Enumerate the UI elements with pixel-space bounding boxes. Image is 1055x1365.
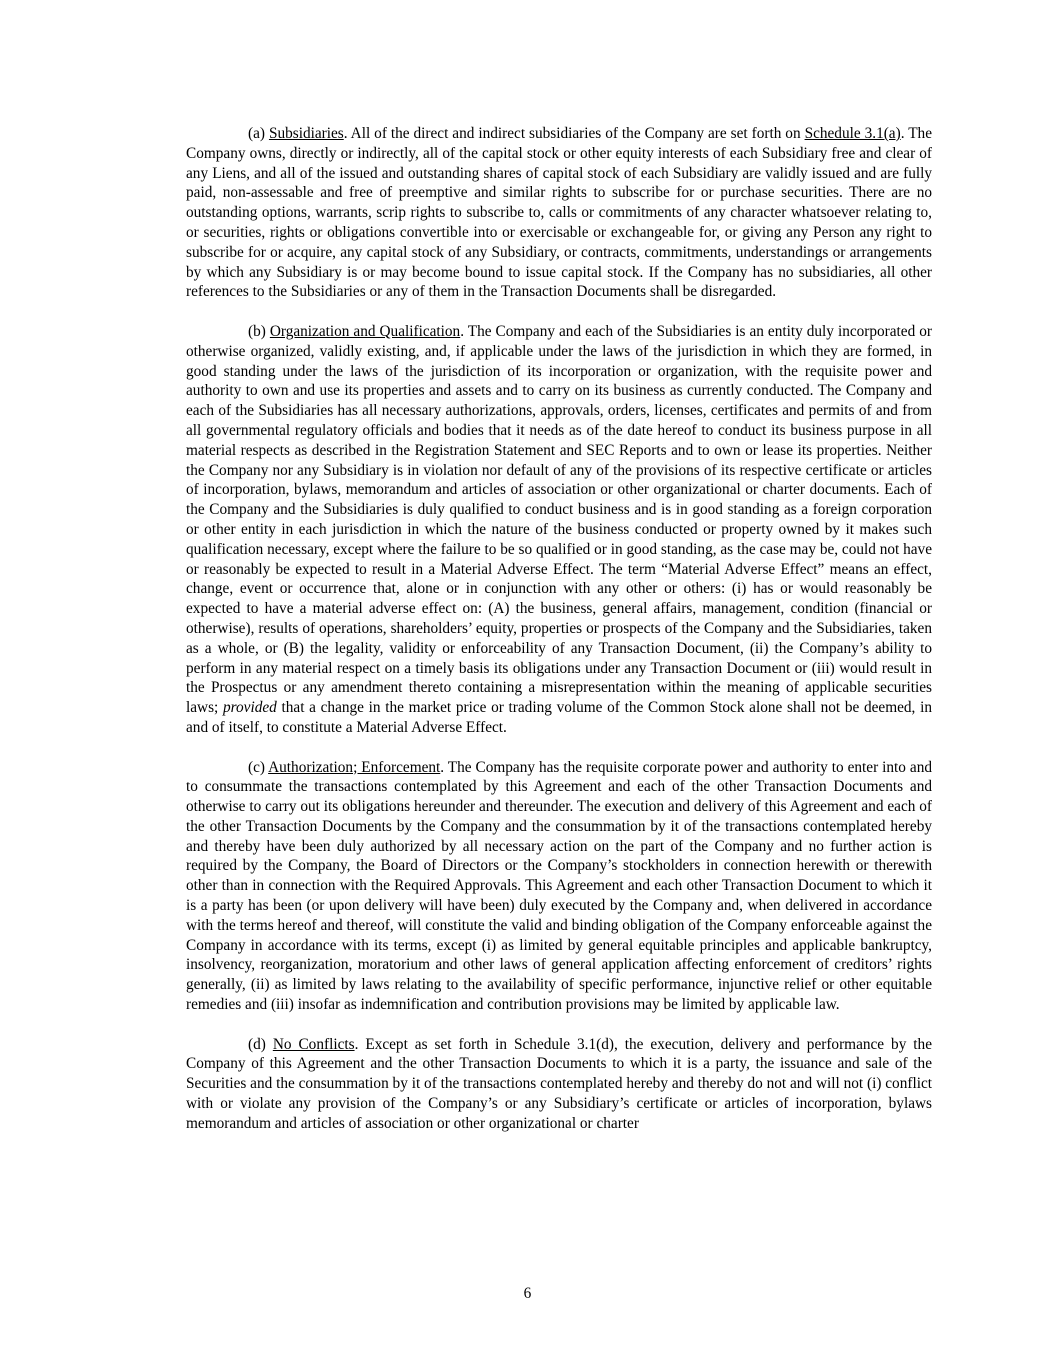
section-c-authorization bbox=[186, 758, 932, 1015]
section-heading: Authorization; Enforcement bbox=[268, 758, 441, 776]
section-heading: Subsidiaries bbox=[268, 125, 344, 142]
section-label: (b) bbox=[248, 322, 270, 340]
page-number: 6 bbox=[523, 1285, 532, 1302]
section-heading: Organization and Qualification bbox=[269, 322, 461, 340]
section-text: . The Company owns, directly or indirectly, all of the capital stock or other equity interests of each Subsidiary free and clear of any Liens, and all of the issued and outstanding shares of capital stock of each Subsidiary are validly issued and are fully paid, non-assessable and free of preemptive and similar rights to subscribe for or purchase securities. There are no outstanding options, warrants, scrip rights to subscribe to, calls or commitments of any character whatsoever relating to, or securities, rights or obligations convertible into or exercisable or exchangeable for, or giving any Person any right to subscribe for or acquire, any capital stock of any Subsidiary, or contracts, commitments, understandings or arrangements by which any Subsidiary is or may become bound to issue capital stock. If the Company has no subsidiaries, all other references to the Subsidiaries or any of them in the Transaction Documents shall be disregarded. bbox=[186, 125, 932, 301]
schedule-reference: Schedule 3.1(a) bbox=[804, 125, 901, 142]
section-b-organization bbox=[186, 322, 932, 738]
section-text: . Except as set forth in Schedule 3.1(d), the execution, delivery and performance by the Company of this Agreement and the other Transaction Documents to which it is a party, the issuance and sale of the Securities and the consummation by it of the transactions contemplated hereby and thereby do not and will not (i) conflict with or violate any provision of the Company’s or any Subsidiary’s certificate or articles of incorporation, bylaws memorandum and articles of association or other organizational or charter bbox=[186, 1035, 932, 1132]
section-a-subsidiaries bbox=[186, 124, 932, 302]
section-label: (d) bbox=[248, 1035, 273, 1053]
section-text: . All of the direct and indirect subsidiaries of the Company are set forth on bbox=[343, 125, 805, 142]
section-text: . The Company and each of the Subsidiaries is an entity duly incorporated or otherwise organized, validly existing, and, if applicable under the laws of the jurisdiction in which they are formed, in good standing under the laws of the jurisdiction of its incorporation or organization, with the requisite power and authority to own and use its properties and assets and to carry on its business as currently conducted. The Company and each of the Subsidiaries has all necessary authorizations, approvals, orders, licenses, certificates and permits of and from all governmental regulatory officials and bodies that it needs as of the date hereof to conduct its business purpose in all material respects as described in the Registration Statement and SEC Reports and to own or lease its properties. Neither the Company nor any Subsidiary is in violation nor default of any of the provisions of its respective certificate or articles of incorporation, bylaws, memorandum and articles of association or other organizational or charter documents. Each of the Company and the Subsidiaries is duly qualified to conduct business and is in good standing as a foreign corporation or other entity in each jurisdiction in which the nature of the business conducted or property owned by it makes such qualification necessary, except where the failure to be so qualified or in good standing, as the case may be, could not have or reasonably be expected to result in a Material Adverse Effect. The term “Material Adverse Effect” means an effect, change, event or occurrence that, alone or in conjunction with any other or others: (i) has or would reasonably be expected to have a material adverse effect on: (A) the business, general affairs, management, condition (financial or otherwise), results of operations, shareholders’ equity, properties or prospects of the Company and the Subsidiaries, taken as a whole, or (B) the legality, validity or enforceability of any Transaction Document, (ii) the Company’s ability to perform in any material respect on a timely basis its obligations under any Transaction Document or (iii) would result in the Prospectus or any amendment thereto containing a misrepresentation within the meaning of applicable securities laws; bbox=[186, 322, 932, 717]
section-label: (a) bbox=[248, 125, 269, 142]
document-body bbox=[186, 124, 932, 1153]
section-label: (c) bbox=[248, 758, 269, 776]
section-d-no-conflicts bbox=[186, 1035, 932, 1134]
italic-term: provided bbox=[223, 699, 277, 717]
section-text: . The Company has the requisite corporate power and authority to enter into and to consummate the transactions contemplated by this Agreement and each of the other Transaction Documents and otherwise to carry out its obligations hereunder and thereunder. The execution and delivery of this Agreement and each of the other Transaction Documents by the Company and the consummation by it of the transactions contemplated hereby and thereby have been duly authorized by all necessary action on the part of the Company and no further action is required by the Company, the Board of Directors or the Company’s stockholders in connection herewith or therewith other than in connection with the Required Approvals. This Agreement and each other Transaction Document to which it is a party has been (or upon delivery will have been) duly executed by the Company and, when delivered in accordance with the terms hereof and thereof, will constitute the valid and binding obligation of the Company enforceable against the Company in accordance with its terms, except (i) as limited by general equitable principles and applicable bankruptcy, insolvency, reorganization, moratorium and other laws of general application affecting enforcement of creditors’ rights generally, (ii) as limited by laws relating to the availability of specific performance, injunctive relief or other equitable remedies and (iii) insofar as indemnification and contribution provisions may be limited by applicable law. bbox=[186, 758, 932, 1014]
section-text: that a change in the market price or trading volume of the Common Stock alone shall not be deemed, in and of itself, to constitute a Material Adverse Effect. bbox=[186, 699, 932, 736]
section-heading: No Conflicts bbox=[272, 1035, 355, 1053]
